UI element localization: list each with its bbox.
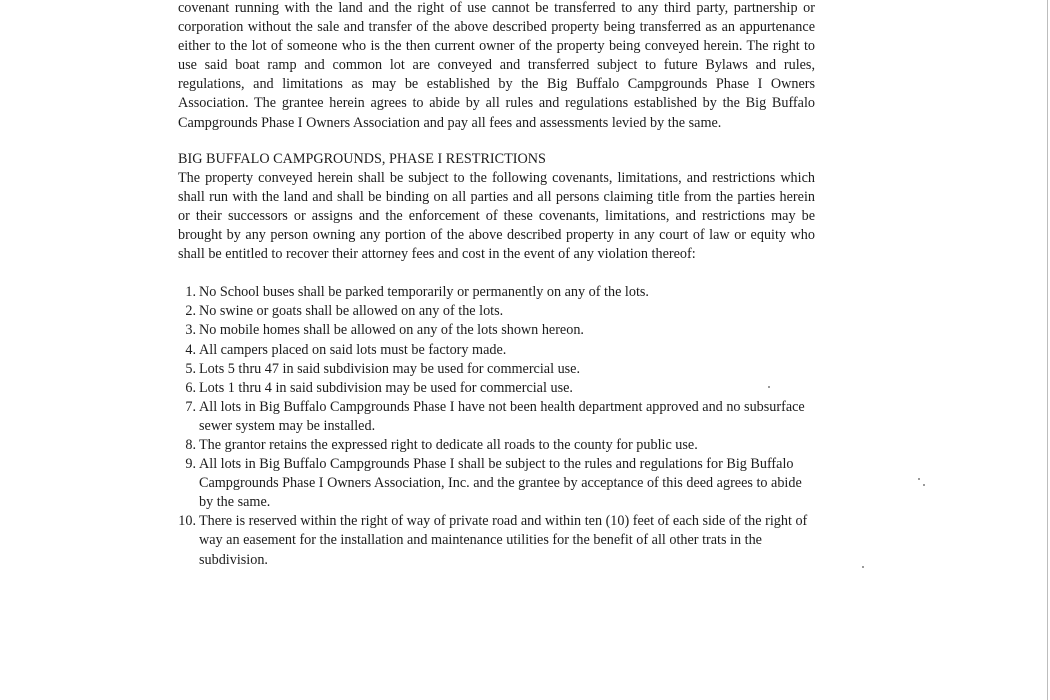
list-item: 2. No swine or goats shall be allowed on any of the lots. (185, 303, 504, 320)
scan-edge-line (1047, 0, 1048, 700)
restrictions-list (178, 283, 815, 569)
list-item: 9. All lots in Big Buffalo Campgrounds Phase I shall be subject to the rules and regulations for Big Buffalo Campgrounds Phase I Owners Association, Inc. and the grantee by acceptance of this deed agrees to abide by the same. (185, 456, 802, 511)
list-item: 7. All lots in Big Buffalo Campgrounds Phase I have not been health department approved and no subsurface sewer system may be installed. (185, 398, 805, 434)
list-item: 4. All campers placed on said lots must be factory made. (185, 341, 507, 358)
scan-speck (923, 484, 925, 486)
list-item: 3. No mobile homes shall be allowed on any of the lots shown hereon. (185, 322, 584, 339)
restrictions-paragraph: The property conveyed herein shall be subject to the following covenants, limitations, and restrictions which shall run with the land and shall be binding on all parties and all persons claiming title from the parties herein or their successors or assigns and the enforcement of these covenants, limitations, and restrictions may be brought by any person owning any portion of the above described property in any court of law or equity who shall be entitled to recover their attorney fees and cost in the event of any violation thereof: (178, 169, 815, 263)
scan-speck (862, 566, 864, 568)
list-item: 6. Lots 1 thru 4 in said subdivision may be used for commercial use. (185, 379, 573, 396)
restrictions-heading: BIG BUFFALO CAMPGROUNDS, PHASE I RESTRICTIONS (178, 150, 546, 167)
list-item: 1. No School buses shall be parked temporarily or permanently on any of the lots. (185, 284, 649, 301)
list-item: 10. There is reserved within the right of way of private road and within ten (10) feet of each side of the right of way an easement for the installation and maintenance utilities for the benefit of all other trats in the subdivision. (178, 513, 808, 568)
list-item: 8. The grantor retains the expressed right to dedicate all roads to the county for public use. (185, 436, 698, 453)
list-item: 5. Lots 5 thru 47 in said subdivision may be used for commercial use. (185, 360, 581, 377)
intro-paragraph: covenant running with the land and the right of use cannot be transferred to any third party, partnership or corporation without the sale and transfer of the above described property being transferred as an appurtenance either to the lot of someone who is the then current owner of the property being conveyed herein. The right to use said boat ramp and common lot are conveyed and transferred subject to future Bylaws and rules, regulations, and limitations as may be established by the Big Buffalo Campgrounds Phase I Owners Association. The grantee herein agrees to abide by all rules and regulations established by the Big Buffalo Campgrounds Phase I Owners Association and pay all fees and assessments levied by the same. (178, 0, 815, 131)
document-body (178, 0, 815, 570)
scan-speck (918, 478, 920, 480)
